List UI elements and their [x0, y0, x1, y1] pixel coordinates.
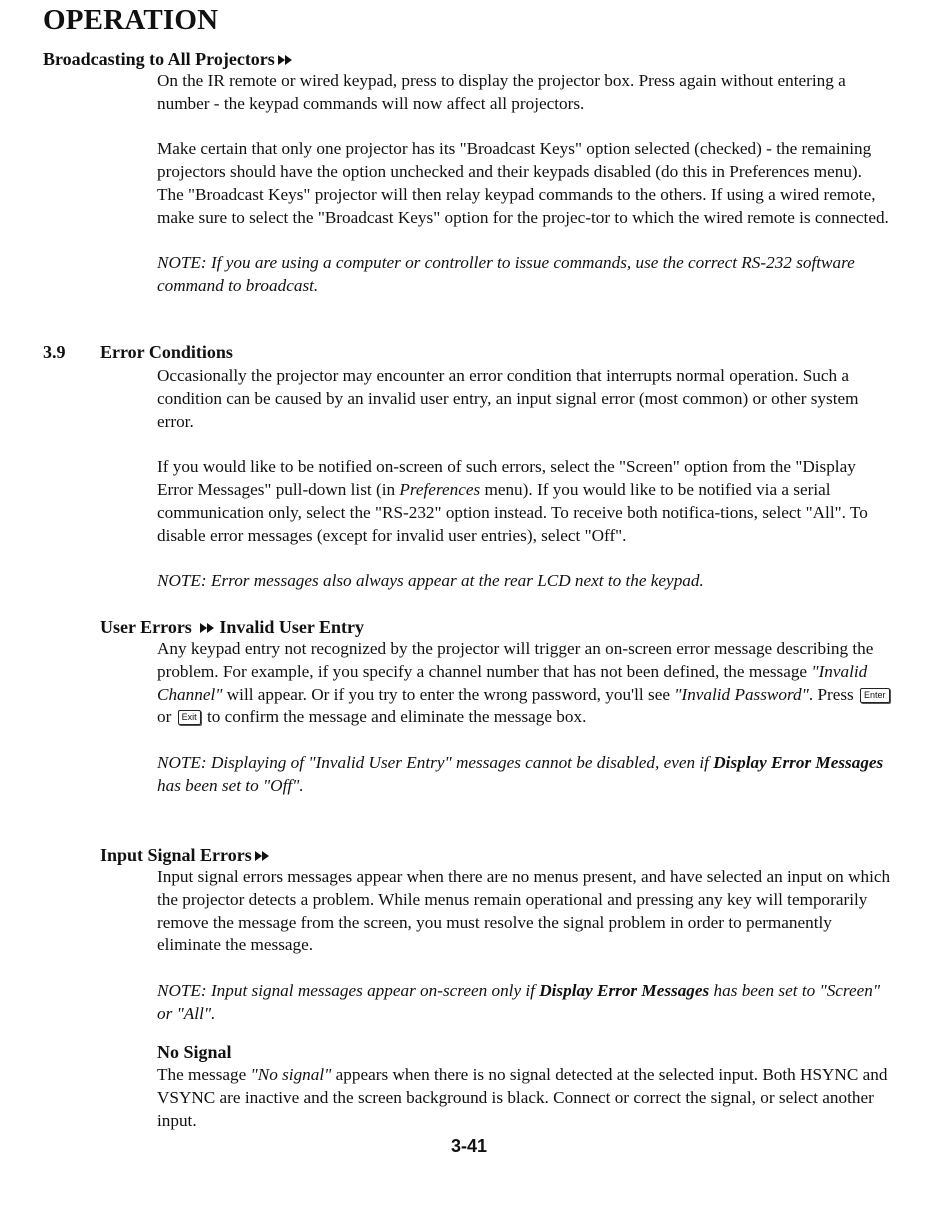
user-errors-paragraph: [157, 638, 892, 729]
broadcast-heading: [43, 49, 293, 70]
input-errors-note: [157, 980, 892, 1026]
user-errors-text-d: to confirm the message and eliminate the message box.: [202, 707, 587, 727]
input-errors-heading-text: Input Signal Errors: [100, 845, 252, 865]
user-errors-text-a: Any keypad entry not recognized by the projector will trigger an on-screen error message describing the problem. For example, if you specify a channel number that has not been defined, the message: [157, 639, 874, 681]
exit-key-icon: Exit: [178, 710, 201, 725]
errors-p2-emphasis: Preferences: [399, 479, 481, 499]
errors-body: [157, 365, 892, 593]
user-errors-text-or: or: [157, 707, 176, 727]
user-errors-text-b: will appear. Or if you try to enter the wrong password, you'll see: [222, 684, 675, 704]
double-arrow-icon: [277, 54, 293, 66]
section-heading-error-conditions: [43, 342, 233, 363]
broadcast-paragraph-2: Make certain that only one projector has its "Broadcast Keys" option selected (checked) - the remaining projectors should have the option unchecked and their keypads disabled (do this in Preferences menu). The "Broadcast Keys" projector will then relay keypad commands to the others. If using a wired remote, make sure to select the "Broadcast Keys" option for the projec-tor to which the wired remote is connected.: [157, 139, 889, 227]
input-errors-heading: [100, 845, 270, 866]
errors-paragraph-1: Occasionally the projector may encounter an error condition that interrupts normal operation. Such a condition can be caused by an invalid user entry, an input signal error (most common) or other system error.: [157, 366, 859, 431]
user-errors-heading-a: User Errors: [100, 617, 192, 637]
user-errors-note-b: has been set to "Off".: [157, 775, 304, 795]
user-errors-text-c: . Press: [808, 684, 859, 704]
no-signal-text-a: The message: [157, 1065, 251, 1084]
user-errors-note-a: NOTE: Displaying of "Invalid User Entry" messages cannot be disabled, even if: [157, 752, 714, 772]
input-errors-body: [157, 866, 892, 1026]
no-signal-text-b: appears when there is no signal detected at the selected input. Both HSYNC and VSYNC are inactive and the screen background is black. Connect or correct the signal, or select another input.: [157, 1065, 888, 1130]
section-number: 3.9: [43, 342, 66, 362]
user-errors-body: [157, 638, 892, 798]
errors-p2-text-a: If you would like to be notified on-screen of such errors, select the "Screen" option from the "Display Error Messages" pull-down list (in: [157, 457, 856, 499]
errors-paragraph-2: [157, 456, 892, 547]
broadcast-paragraph-1: On the IR remote or wired keypad, press to display the projector box. Press again without entering a number - the keypad commands will now affect all projectors.: [157, 71, 846, 113]
invalid-password-message: "Invalid Password": [674, 684, 809, 704]
broadcast-heading-text: Broadcasting to All Projectors: [43, 49, 275, 69]
broadcast-body: [157, 70, 892, 298]
invalid-channel-message: "Invalid Channel": [157, 661, 868, 704]
user-errors-note-bold: Display Error Messages: [713, 752, 884, 772]
double-arrow-icon: [199, 622, 215, 634]
input-errors-note-b: has been set to "Screen" or "All".: [157, 980, 881, 1023]
no-signal-message: "No signal": [250, 1065, 332, 1084]
broadcast-note: NOTE: If you are using a computer or controller to issue commands, use the correct RS-232 software command to broadcast.: [157, 253, 855, 296]
page-number: 3-41: [450, 1136, 488, 1156]
page-title: OPERATION: [43, 4, 219, 36]
user-errors-heading: [100, 617, 364, 638]
input-errors-note-bold: Display Error Messages: [539, 980, 710, 1000]
errors-p2-text-b: menu). If you would like to be notified via a serial communication only, select the "RS-232" option instead. To receive both notifica-tions, select "All". To disable error messages (except for invalid user entries), select "Off".: [157, 479, 868, 545]
no-signal-body: [157, 1064, 892, 1132]
no-signal-paragraph: [157, 1064, 892, 1132]
double-arrow-icon: [254, 850, 270, 862]
section-title: Error Conditions: [100, 342, 233, 362]
user-errors-note: [157, 752, 892, 798]
errors-note: NOTE: Error messages also always appear at the rear LCD next to the keypad.: [157, 571, 704, 591]
enter-key-icon: Enter: [860, 688, 890, 703]
user-errors-heading-b: Invalid User Entry: [219, 617, 364, 637]
input-errors-note-a: NOTE: Input signal messages appear on-screen only if: [157, 980, 540, 1000]
input-errors-paragraph: Input signal errors messages appear when there are no menus present, and have selected an input on which the projector detects a problem. While menus remain operational and pressing any key will temporarily remove the message from the screen, you must resolve the signal problem in order to permanently eliminate the message.: [157, 867, 891, 955]
no-signal-heading: No Signal: [157, 1042, 232, 1062]
